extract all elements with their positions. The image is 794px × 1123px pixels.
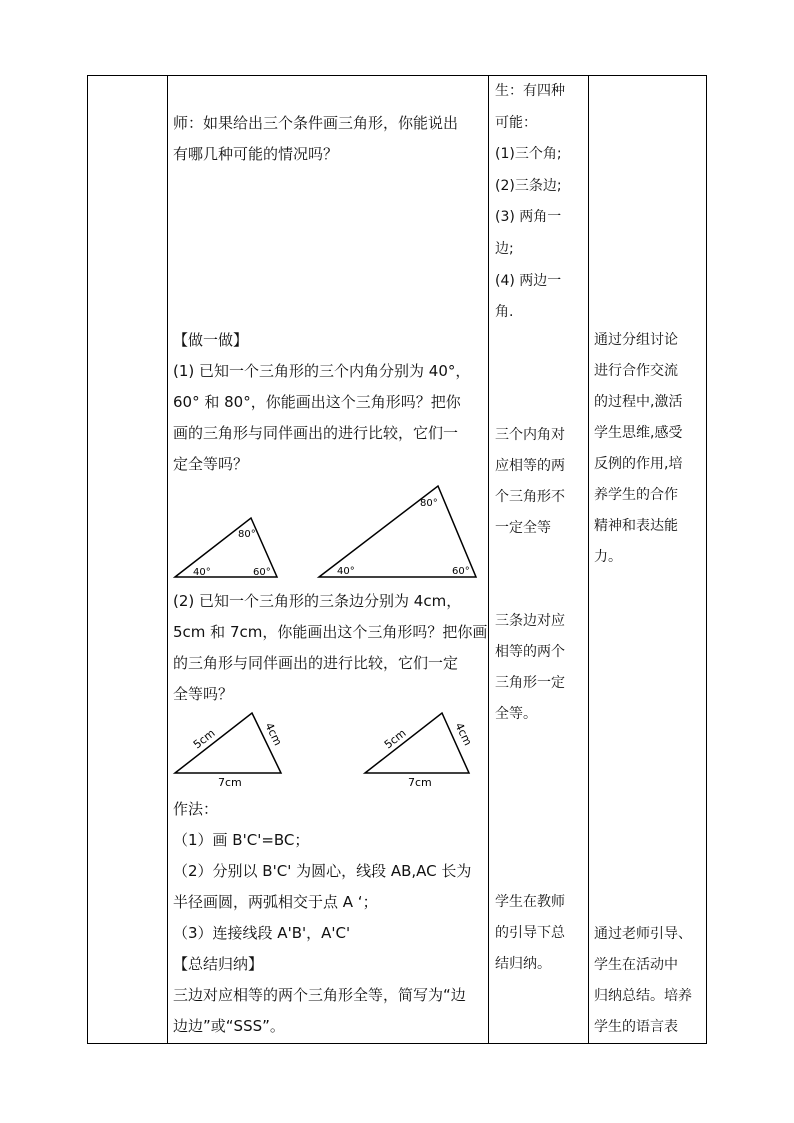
summary-heading: 【总结归纳】 xyxy=(173,955,264,973)
do-it-heading: 【做一做】 xyxy=(173,331,249,349)
table-border-top xyxy=(87,75,707,76)
left-side-triangle xyxy=(175,713,281,773)
large-angle-right: 60° xyxy=(452,566,470,577)
small-angle-left: 40° xyxy=(193,567,211,578)
table-border-bottom xyxy=(87,1043,707,1044)
design-intent-2: 通过老师引导、 学生在活动中 归纳总结。培养 学生的语言表 xyxy=(594,926,692,1035)
left-side-5cm: 5cm xyxy=(190,726,218,752)
angle-triangles-figure xyxy=(170,482,485,582)
large-angle-top: 80° xyxy=(420,498,438,509)
design-intent-1: 通过分组讨论 进行合作交流 的过程中,激活 学生思维,感受 反例的作用,培 养学生的合作 精神和表达能 力。 xyxy=(594,332,683,565)
side-triangles-figure xyxy=(170,705,480,795)
do-it-section: 【做一做】 (1) 已知一个三角形的三个内角分别为 40°， 60° 和 80°，你能画出这个三角形吗？把你 画的三角形与同伴画出的进行比较，它们一 定全等吗？ xyxy=(173,325,470,480)
small-angle-top: 80° xyxy=(238,529,256,540)
large-angle-left: 40° xyxy=(337,566,355,577)
right-side-5cm: 5cm xyxy=(381,726,409,752)
table-border-left xyxy=(87,75,88,1044)
left-side-4cm: 4cm xyxy=(262,720,285,748)
large-triangle xyxy=(319,486,476,577)
construction-method: 作法： （1）画 B'C'=BC； （2）分别以 B'C' 为圆心，线段 AB,AC 长为 半径画圆，两弧相交于点 A ‘； （3）连接线段 A'B'，A'C' 【总结归纳】 三边对应相等的两个三角形全等，简写为“边 边边”或“SSS”。 xyxy=(173,800,472,1035)
column-divider-2 xyxy=(488,75,489,1044)
table-border-right xyxy=(706,75,707,1044)
student-summary: 学生在教师 的引导下总 结归纳。 xyxy=(495,894,565,972)
student-conclusion-angles: 三个内角对 应相等的两 个三角形不 一定全等 xyxy=(495,427,565,536)
student-answer: 生：有四种 可能： (1)三个角; (2)三条边; (3) 两角一 边; (4) 两边一 角. xyxy=(495,83,565,321)
right-side-7cm: 7cm xyxy=(408,776,432,789)
right-side-triangle xyxy=(365,713,469,773)
right-side-4cm: 4cm xyxy=(452,720,475,748)
teacher-question: 师：如果给出三个条件画三角形，你能说出 有哪几种可能的情况吗？ xyxy=(173,114,459,163)
student-conclusion-sides: 三条边对应 相等的两个 三角形一定 全等。 xyxy=(495,613,565,722)
left-side-7cm: 7cm xyxy=(218,776,242,789)
column-divider-1 xyxy=(167,75,168,1044)
column-divider-3 xyxy=(588,75,589,1044)
problem-2: (2) 已知一个三角形的三条边分别为 4cm， 5cm 和 7cm，你能画出这个三角形吗？把你画 的三角形与同伴画出的进行比较，它们一定 全等吗？ xyxy=(173,592,488,703)
small-angle-right: 60° xyxy=(253,567,271,578)
